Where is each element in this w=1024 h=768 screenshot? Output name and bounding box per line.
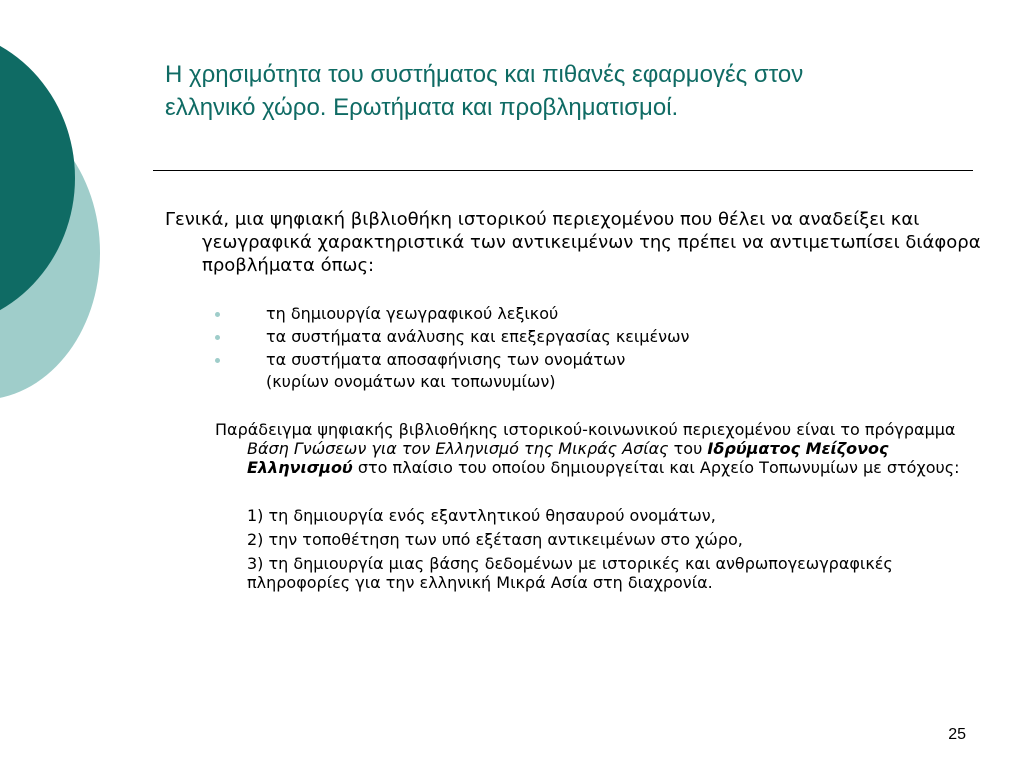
page-number: 25 bbox=[948, 726, 966, 743]
goals-list bbox=[247, 506, 947, 597]
program-name: Βάση Γνώσεων για τον Ελληνισμό της Μικράς Ασίας bbox=[247, 439, 669, 458]
bullet-text: τα συστήματα ανάλυσης και επεξεργασίας κειμένων bbox=[266, 327, 690, 346]
list-item bbox=[215, 326, 935, 348]
bullet-dot-icon bbox=[215, 312, 220, 317]
title-divider bbox=[153, 170, 973, 171]
list-item bbox=[215, 303, 935, 325]
list-item bbox=[215, 349, 935, 393]
goal-item: 3) τη δημιουργία μιας βάσης δεδομένων με ιστορικές και ανθρωπογεωγραφικές πληροφορίες για την ελληνική Μικρά Ασία στη διαχρονία. bbox=[247, 554, 893, 592]
foundation-name: Ιδρύματος Μείζονος Ελληνισμού bbox=[247, 439, 889, 477]
example-paragraph bbox=[215, 420, 982, 477]
title-line-2: ελληνικό χώρο. Ερωτήματα και προβληματισμοί. bbox=[165, 94, 679, 121]
example-connector: του bbox=[668, 439, 708, 458]
intro-paragraph: Γενικά, μια ψηφιακή βιβλιοθήκη ιστορικού περιεχομένου που θέλει να αναδείξει και γεωγραφικά χαρακτηριστικά των αντικειμένων της πρέπει να αντιμετωπίσει διάφορα προβλήματα όπως: bbox=[165, 209, 981, 276]
bullet-dot-icon bbox=[215, 358, 220, 363]
example-tail: στο πλαίσιο του οποίου δημιουργείται και Αρχείο Τοπωνυμίων με στόχους: bbox=[352, 458, 960, 477]
title-line-1: Η χρησιμότητα του συστήματος και πιθανές εφαρμογές στον bbox=[165, 61, 804, 88]
goal-item: 1) τη δημιουργία ενός εξαντλητικού θησαυρού ονομάτων, bbox=[247, 506, 716, 525]
bullet-list bbox=[215, 303, 935, 394]
slide-title bbox=[165, 58, 965, 124]
bullet-text: τη δημιουργία γεωγραφικού λεξικού bbox=[266, 304, 559, 323]
bullet-dot-icon bbox=[215, 335, 220, 340]
bullet-text: τα συστήματα αποσαφήνισης των ονομάτων bbox=[266, 350, 626, 369]
example-lead: Παράδειγμα ψηφιακής βιβλιοθήκης ιστορικού-κοινωνικού περιεχομένου είναι το πρόγραμμα bbox=[215, 420, 956, 439]
goal-item: 2) την τοποθέτηση των υπό εξέταση αντικειμένων στο χώρο, bbox=[247, 530, 743, 549]
bullet-text-continued: (κυρίων ονομάτων και τοπωνυμίων) bbox=[266, 372, 556, 391]
